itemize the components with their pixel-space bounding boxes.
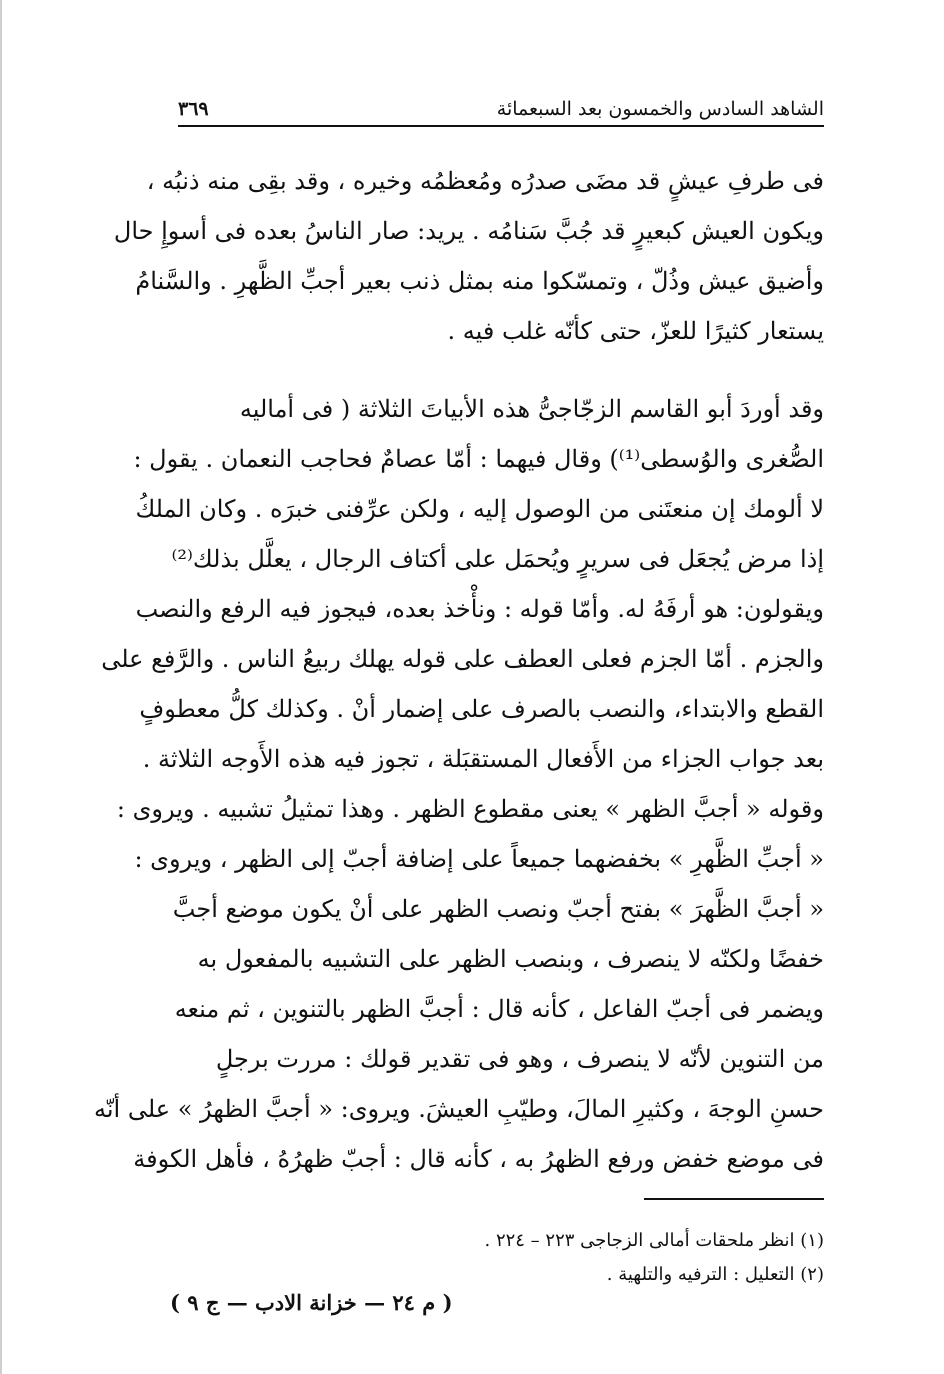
text-line: وأضيق عيش وذُلّ ، وتمسّكوا منه بمثل ذنب بعير أجبِّ الظَّهرِ . والسَّنامُ [135, 267, 824, 295]
printer-signature: ( م ٢٤ — خزانة الادب — ج ٩ ) [170, 1290, 453, 1315]
text-line: إذا مرض يُجعَل فى سريرٍ ويُحمَل على أكتاف الرجال ، يعلَّل بذلك⁽²⁾ [171, 545, 824, 573]
paragraph-1 [113, 156, 824, 356]
text-line: القطع والابتداء، والنصب بالصرف على إضمار أنْ . وكذلك كلُّ معطوفٍ [139, 695, 824, 723]
footnote-rule [644, 1198, 824, 1200]
scan-edge [0, 0, 2, 1374]
header-rule [178, 125, 824, 127]
footnote-1: (١) انظر ملحقات أمالى الزجاجى ٢٢٣ – ٢٢٤ . [484, 1230, 824, 1251]
header-title: الشاهد السادس والخمسون بعد السبعمائة [496, 98, 824, 120]
paragraph-2 [93, 384, 824, 1184]
text-line: حسنِ الوجهَ ، وكثيرِ المالَ، وطيّبِ العيشَ. ويروى: « أجبَّ الظهرُ » على أنّه [93, 1095, 824, 1123]
footnote-2: (٢) التعليل : الترفيه والتلهية . [606, 1264, 824, 1285]
text-line: وقد أوردَ أبو القاسم الزجّاجىُّ هذه الأبياتَ الثلاثة ( فى أماليه [239, 395, 824, 423]
text-line: ويضمر فى أجبّ الفاعل ، كأنه قال : أجبَّ الظهر بالتنوين ، ثم منعه [174, 995, 824, 1023]
page-number: ٣٦٩ [178, 98, 209, 120]
running-header [178, 96, 824, 126]
text-line: ويقولون: هو أرفَهُ له. وأمّا قوله : ونأْخذ بعده، فيجوز فيه الرفع والنصب [135, 595, 824, 623]
text-line: والجزم . أمّا الجزم فعلى العطف على قوله يهلك ربيعُ الناس . والرَّفع على [101, 645, 824, 673]
text-line: ويكون العيش كبعيرٍ قد جُبَّ سَنامُه . يريد: صار الناسُ بعده فى أسوإِ حال [113, 217, 824, 245]
footnotes [400, 1224, 824, 1292]
text-line: يستعار كثيرًا للعزّ، حتى كأنّه غلب فيه . [447, 317, 824, 345]
text-line: الصُّغرى والوُسطى⁽¹⁾) وقال فيهما : أمّا عصامٌ فحاجب النعمان . يقول : [133, 445, 824, 473]
text-line: فى طرفِ عيشٍ قد مضَى صدرُه ومُعظمُه وخيره ، وقد بقِى منه ذنبُه ، [146, 167, 824, 195]
text-line: « أجبَّ الظَّهرَ » بفتح أجبّ ونصب الظهر على أنْ يكون موضع أجبَّ [172, 895, 824, 923]
text-line: لا ألومك إن منعتَنى من الوصول إليه ، ولكن عرِّفنى خبرَه . وكان الملكُ [135, 495, 824, 523]
text-line: فى موضع خفض ورفع الظهرُ به ، كأنه قال : أجبّ ظهرُهُ ، فأهل الكوفة [133, 1145, 824, 1173]
text-line: خفضًا ولكنّه لا ينصرف ، وبنصب الظهر على التشبيه بالمفعول به [197, 945, 824, 973]
text-line: وقوله « أجبَّ الظهر » يعنى مقطوع الظهر . وهذا تمثيلُ تشبيه . ويروى : [116, 795, 824, 823]
text-line: بعد جواب الجزاء من الأَفعال المستقبَلة ، تجوز فيه هذه الأَوجه الثلاثة . [142, 745, 824, 773]
text-line: « أجبِّ الظَّهرِ » بخفضهما جميعاً على إضافة أجبّ إلى الظهر ، ويروى : [134, 845, 824, 873]
text-line: من التنوين لأنّه لا ينصرف ، وهو فى تقدير قولك : مررت برجلٍ [215, 1045, 824, 1073]
